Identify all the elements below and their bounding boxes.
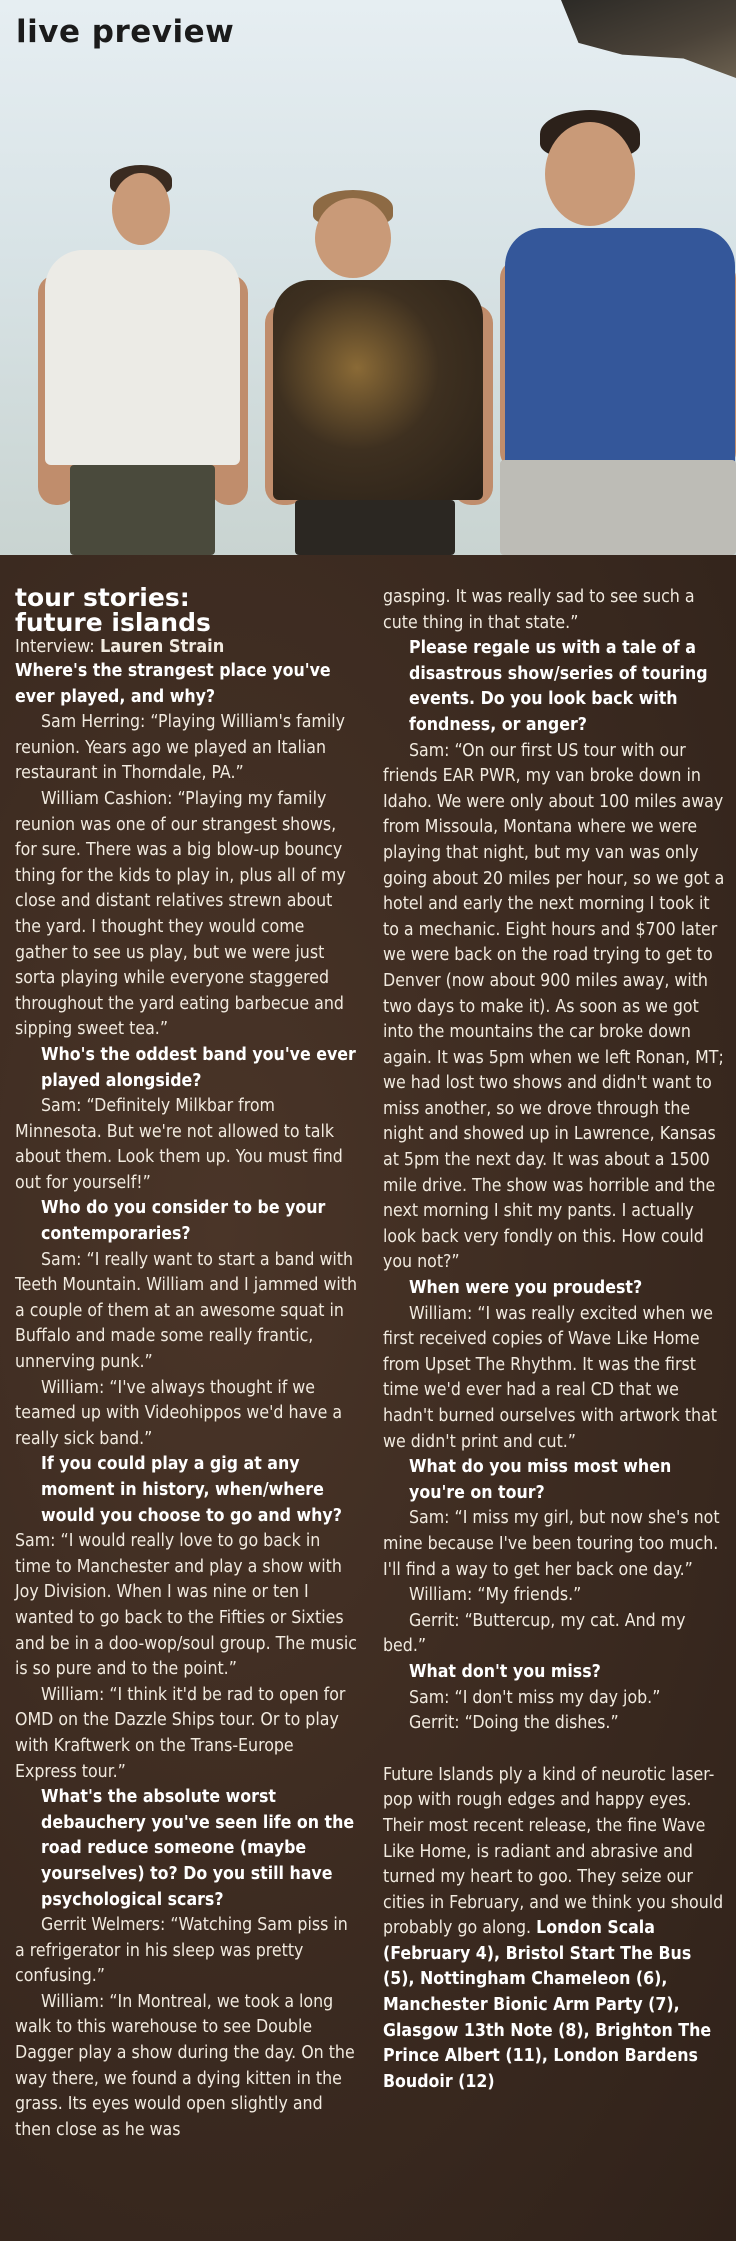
interview-question: Who's the oddest band you've ever played alongside? <box>41 1044 356 1091</box>
interview-answer: William: “In Montreal, we took a long walk to this warehouse to see Double Dagger play a show during the day. On the way there, we found a dying kitten in the grass. Its eyes would open slightly and then close as he was <box>15 1991 355 2140</box>
interview-answer: Gerrit: “Buttercup, my cat. And my bed.” <box>383 1610 686 1657</box>
credit-label: Interview: <box>15 636 95 657</box>
tour-dates: London Scala (February 4), Bristol Start The Bus (5), Nottingham Chameleon (6), Manchester Bionic Arm Party (7), Glasgow 13th Note (8), Brighton The Prince Albert (11), London Bardens Boudoir (12) <box>383 1918 712 2092</box>
closing-text: Future Islands ply a kind of neurotic laser-pop with rough edges and happy eyes. Their most recent release, the fine Wave Like Home, is radiant and abrasive and turned my heart to goo. They seize our cities in February, and we think you should probably go along. <box>383 1764 724 1939</box>
interview-question: What's the absolute worst debauchery you've seen life on the road reduce someone (maybe yourselves) to? Do you still have psychological scars? <box>41 1787 355 1910</box>
interview-answer: gasping. It was really sad to see such a cute thing in that state.” <box>383 587 695 633</box>
interview-answer: Gerrit Welmers: “Watching Sam piss in a refrigerator in his sleep was pretty confusing.” <box>15 1915 348 1987</box>
interview-answer: Sam: “Definitely Milkbar from Minnesota. But we're not allowed to talk about them. Look them up. You must find out for yourself!” <box>15 1096 343 1193</box>
interview-credit <box>15 635 360 659</box>
building-silhouette <box>561 0 736 78</box>
left-column <box>15 585 360 2143</box>
interview-answer: Sam: “I don't miss my day job.” <box>409 1687 661 1708</box>
left-column-body <box>15 659 360 2143</box>
band-member-right <box>500 110 736 555</box>
closing-paragraph <box>383 1763 728 2096</box>
section-tag: live preview <box>16 14 235 50</box>
interview-question: When were you proudest? <box>409 1278 643 1299</box>
interview-answer: Sam: “On our first US tour with our friends EAR PWR, my van broke down in Idaho. We were only about 100 miles away from Missoula, Montana where we were playing that night, but my van was only going about 20 miles per hour, so we got a hotel and early the next morning I took it to a mechanic. Eight hours and $700 later we were back on the road trying to get to Denver (now about 900 miles away, with two days to make it). As soon as we got into the mountains the car broke down again. It was 5pm when we left Ronan, MT; we had lost two shows and didn't want to miss another, so we drove through the night and showed up in Lawrence, Kansas at 5pm the next day. It was about a 1500 mile drive. The show was horrible and the next morning I shit my pants. I actually look back very fondly on this. How could you not?” <box>383 740 725 1273</box>
interview-answer: Sam Herring: “Playing William's family reunion. Years ago we played an Italian restaurant in Thorndale, PA.” <box>15 712 345 784</box>
band-member-left <box>30 165 255 555</box>
interview-question: Who do you consider to be your contemporaries? <box>41 1198 326 1245</box>
interview-answer: Gerrit: “Doing the dishes.” <box>409 1713 619 1734</box>
article-body <box>0 555 736 2241</box>
interview-answer: Sam: “I really want to start a band with Teeth Mountain. William and I jammed with a couple of them at an awesome squat in Buffalo and made some really frantic, unnerving punk.” <box>15 1249 358 1373</box>
right-column <box>383 585 728 2095</box>
interview-answer: William Cashion: “Playing my family reunion was one of our strangest shows, for sure. There was a big blow-up bouncy thing for the kids to play in, plus all of my close and distant relatives strewn about the yard. I thought they would come gather to see us play, but we were just sorta playing while everyone staggered throughout the yard eating barbecue and sipping sweet tea.” <box>15 788 346 1040</box>
interview-question: Please regale us with a tale of a disastrous show/series of touring events. Do you look back with fondness, or anger? <box>409 638 708 735</box>
interview-answer: William: “I was really excited when we first received copies of Wave Like Home from Upset The Rhythm. It was the first time we'd ever had a real CD that we hadn't burned ourselves with artwork that we didn't print and cut.” <box>383 1303 717 1452</box>
headline-line-2: future islands <box>15 608 211 637</box>
article-headline <box>15 585 360 635</box>
band-member-middle <box>265 190 490 555</box>
interview-answer: Sam: “I would really love to go back in time to Manchester and play a show with Joy Division. When I was nine or ten I wanted to go back to the Fifties or Sixties and be in a doo-wop/soul group. The music is so pure and to the point.” <box>15 1531 357 1680</box>
interview-question: What don't you miss? <box>409 1661 601 1682</box>
interview-answer: William: “I think it'd be rad to open for OMD on the Dazzle Ships tour. Or to play with Kraftwerk on the Trans-Europe Express tour.” <box>15 1684 346 1782</box>
headline-line-1: tour stories: <box>15 583 190 612</box>
right-column-body <box>383 585 728 1737</box>
interview-answer: Sam: “I miss my girl, but now she's not mine because I've been touring too much. I'll find a way to get her back one day.” <box>383 1508 720 1580</box>
interview-question: What do you miss most when you're on tour? <box>409 1457 672 1503</box>
band-photo <box>0 0 736 555</box>
interview-answer: William: “My friends.” <box>409 1585 582 1606</box>
interview-question: Where's the strangest place you've ever played, and why? <box>15 661 331 707</box>
interview-question: If you could play a gig at any moment in history, when/where would you choose to go and why? <box>41 1454 342 1526</box>
interview-answer: William: “I've always thought if we teamed up with Videohippos we'd have a really sick band.” <box>15 1377 343 1449</box>
interviewer-name: Lauren Strain <box>99 636 225 657</box>
